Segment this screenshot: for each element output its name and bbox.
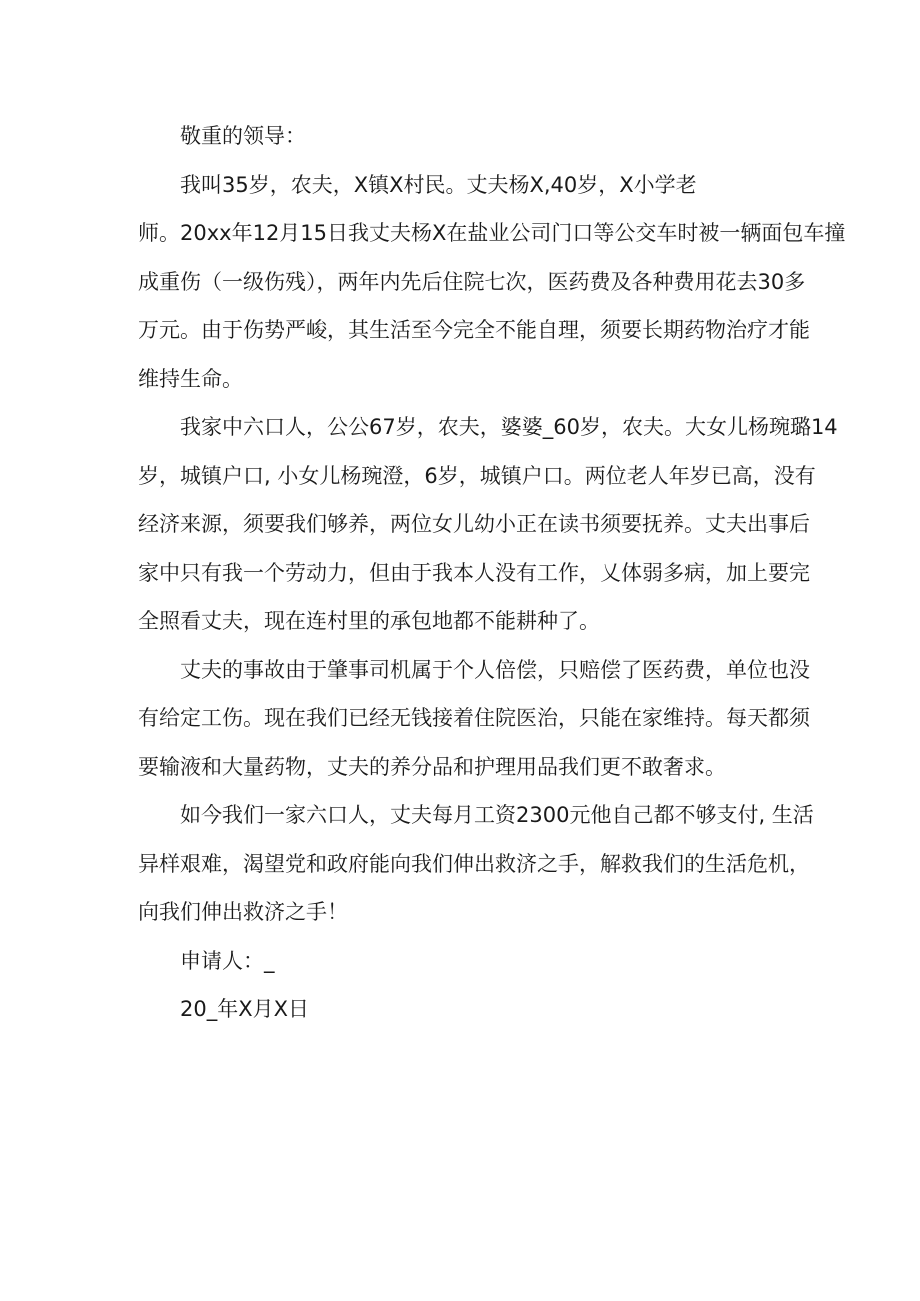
letter-date: 20_年X月X日 — [180, 997, 309, 1021]
salutation: 敬重的领导： — [180, 124, 306, 148]
paragraph-3 — [138, 646, 810, 792]
text-line: 向我们伸出救济之手！ — [138, 900, 348, 924]
paragraph-1 — [138, 161, 846, 404]
text-line: 全照看丈夫，现在连村里的承包地都不能耕种了。 — [138, 609, 600, 633]
text-line: 维持生命。 — [138, 366, 243, 391]
text-line: 要输液和大量药物，丈夫的养分品和护理用品我们更不敢奢求。 — [138, 754, 726, 779]
text-line: 如今我们一家六口人，丈夫每月工资2300元他自己都不够支付, 生活 — [180, 803, 814, 827]
text-line: 我家中六口人，公公67岁，农夫，婆婆_60岁，农夫。大女儿杨琬璐14 — [180, 415, 838, 439]
letter-body — [138, 112, 846, 1034]
text-line: 师。20xx年12月15日我丈夫杨X在盐业公司门口等公交车时被一辆面包车撞 — [138, 221, 846, 245]
text-line: 丈夫的事故由于肇事司机属于个人倍偿，只赔偿了医药费，单位也没 — [180, 657, 810, 682]
text-line: 有给定工伤。现在我们已经无钱接着住院医治，只能在家维持。每天都须 — [138, 706, 810, 730]
paragraph-2 — [138, 403, 838, 646]
applicant-signature: 申请人：_ — [180, 948, 275, 973]
text-line: 万元。由于伤势严峻，其生活至今完全不能自理，须要长期药物治疗才能 — [138, 318, 810, 342]
text-line: 家中只有我一个劳动力，但由于我本人没有工作，乂体弱多病，加上要完 — [138, 560, 810, 585]
text-line: 异样艰难，渴望党和政府能向我们伸出救济之手，解救我们的生活危机， — [138, 851, 810, 876]
text-line: 经济来源，须要我们够养，两位女儿幼小正在读书须要抚养。丈夫出事后 — [138, 512, 810, 536]
text-line: 岁，城镇户口, 小女儿杨琬澄，6岁，城镇户口。两位老人年岁已高，没有 — [138, 463, 816, 488]
paragraph-4 — [138, 791, 814, 937]
text-line: 我叫35岁，农夫，X镇X村民。丈夫杨X,40岁，X小学老 — [180, 172, 697, 197]
text-line: 成重伤（一级伤残），两年内先后住院七次，医药费及各种费用花去30多 — [138, 269, 806, 294]
